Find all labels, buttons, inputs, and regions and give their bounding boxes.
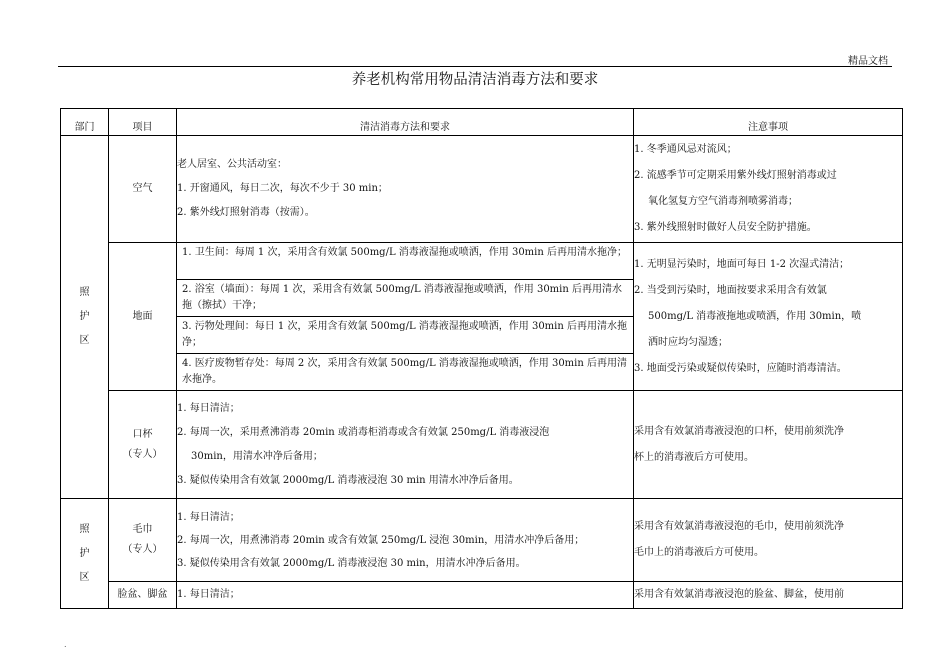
note-line: 2. 当受到污染时，地面按要求采用含有效氯 <box>634 284 827 296</box>
notes-air <box>634 136 903 243</box>
method-line: 1. 开窗通风，每日二次，每次不少于 30 min； <box>177 183 388 194</box>
col-header-item: 项目 <box>109 109 177 136</box>
note-line: 1. 冬季通风忌对流风； <box>634 144 737 155</box>
header-right-label: 精品文档 <box>848 56 888 67</box>
note-line: 氧化氢复方空气消毒剂喷雾消毒； <box>648 196 798 207</box>
method-line: 30min，用清水冲净后备用； <box>191 450 323 462</box>
col-header-method: 清洁消毒方法和要求 <box>177 109 634 136</box>
method-line: 3. 疑似传染用含有效氯 2000mg/L 消毒液浸泡 30 min，用清水冲净后备用。 <box>177 557 526 569</box>
method-line: 2. 每周一次，用煮沸消毒 20min 或含有效氯 250mg/L 浸泡 30min，用清水冲净后备用； <box>177 534 585 546</box>
method-cup <box>177 391 634 499</box>
header-rule <box>58 66 892 67</box>
method-line: 1. 每日清洁； <box>177 589 240 600</box>
note-line: 500mg/L 消毒液拖地或喷洒，作用 30min，喷 <box>648 310 862 322</box>
col-header-dept: 部门 <box>61 109 109 136</box>
dept-cell-care-area-1 <box>61 136 109 499</box>
method-line: 2. 紫外线灯照射消毒（按需）。 <box>177 207 315 218</box>
dept-cell-care-area-2 <box>61 499 109 609</box>
method-floor <box>177 243 634 391</box>
floor-method-3: 3. 污物处理间：每日 1 次，采用含有效氯 500mg/L 消毒液湿拖或喷洒，作用 30min 后再用清水拖净； <box>177 317 633 354</box>
note-line: 采用含有效氯消毒液浸泡的脸盆、脚盆，使用前 <box>634 589 844 600</box>
notes-floor <box>634 243 903 391</box>
table-row-basin <box>61 582 903 609</box>
floor-method-2: 2. 浴室（墙面）：每周 1 次，采用含有效氯 500mg/L 消毒液湿拖或喷洒，作用 30min 后再用清水拖（擦拭）干净； <box>177 280 633 317</box>
note-line: 3. 地面受污染或疑似传染时，应随时消毒清洁。 <box>634 362 847 374</box>
notes-basin <box>634 582 903 609</box>
table-row-towel <box>61 499 903 582</box>
note-line: 1. 无明显污染时，地面可每日 1-2 次湿式清洁； <box>634 258 850 270</box>
method-basin <box>177 582 634 609</box>
item-towel <box>109 499 177 582</box>
note-line: 洒时应均匀湿透； <box>648 336 728 348</box>
document-title: 养老机构常用物品清洁消毒方法和要求 <box>351 72 599 88</box>
dept-char: 照 <box>79 523 90 535</box>
item-cup <box>109 391 177 499</box>
dept-char: 护 <box>79 547 90 559</box>
floor-subtable <box>177 243 633 390</box>
dept-char: 区 <box>79 335 90 346</box>
item-towel-note: （专人） <box>122 544 163 555</box>
table-row-cup <box>61 391 903 499</box>
note-line: 采用含有效氯消毒液浸泡的口杯，使用前须洗净 <box>634 425 844 437</box>
note-line: 3. 紫外线照射时做好人员安全防护措施。 <box>634 222 817 233</box>
method-air <box>177 136 634 243</box>
dept-char: 护 <box>79 311 90 322</box>
item-cup-note: （专人） <box>122 448 163 460</box>
item-basin: 脸盆、脚盆 <box>109 582 177 609</box>
method-towel <box>177 499 634 582</box>
floor-method-4: 4. 医疗废物暂存处：每周 2 次，采用含有效氯 500mg/L 消毒液湿拖或喷洒，作用 30min 后再用清水拖净。 <box>182 358 627 385</box>
dept-char: 照 <box>79 287 90 298</box>
item-air: 空气 <box>109 136 177 243</box>
notes-towel <box>634 499 903 582</box>
table-row-floor <box>61 243 903 391</box>
note-line: 2. 流感季节可定期采用紫外线灯照射消毒或过 <box>634 170 837 181</box>
notes-cup <box>634 391 903 499</box>
col-header-notes: 注意事项 <box>634 109 903 136</box>
table-header-row <box>61 109 903 136</box>
method-line: 3. 疑似传染用含有效氯 2000mg/L 消毒液浸泡 30 min 用清水冲净后备用。 <box>177 474 519 486</box>
note-line: 采用含有效氯消毒液浸泡的毛巾，使用前须洗净 <box>634 521 844 532</box>
item-towel-name: 毛巾 <box>132 524 153 535</box>
method-line: 1. 每日清洁； <box>177 402 240 414</box>
disinfection-table <box>60 108 903 609</box>
floor-method-1: 1. 卫生间：每周 1 次，采用含有效氯 500mg/L 消毒液湿拖或喷洒，作用 30min 后再用清水拖净； <box>177 243 633 280</box>
table-row-air <box>61 136 903 243</box>
item-cup-name: 口杯 <box>132 428 153 440</box>
note-line: 杯上的消毒液后方可使用。 <box>634 451 754 463</box>
note-line: 毛巾上的消毒液后方可使用。 <box>634 547 764 558</box>
page-footer-mark: . <box>64 640 67 649</box>
method-line: 老人居室、公共活动室： <box>177 159 287 170</box>
method-line: 2. 每周一次，采用煮沸消毒 20min 或消毒柜消毒或含有效氯 250mg/L 消毒液浸泡 <box>177 426 550 438</box>
dept-char: 区 <box>79 571 90 583</box>
item-floor: 地面 <box>109 243 177 391</box>
method-line: 1. 每日清洁； <box>177 511 240 523</box>
